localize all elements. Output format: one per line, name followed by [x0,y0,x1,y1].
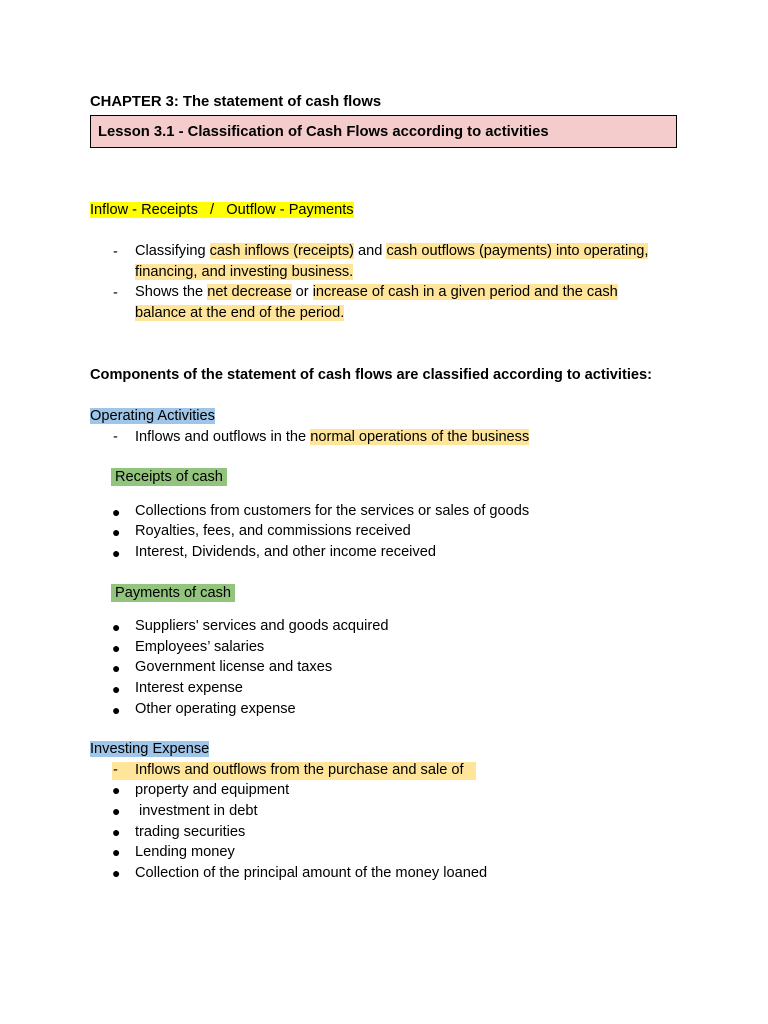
highlight-cash-outflows: cash outflows (payments) into operating, [386,243,649,259]
lesson-title: Lesson 3.1 - Classification of Cash Flows according to activities [98,124,549,140]
components-heading: Components of the statement of cash flows are classified according to activities: [90,367,652,383]
bullet-marker: ● [112,545,121,561]
text-run: Classifying [135,243,210,259]
operating-dash-item [135,429,529,445]
highlight-cash-inflows: cash inflows (receipts) [209,243,354,259]
receipt-item: Interest, Dividends, and other income received [135,544,436,560]
investing-item: trading securities [135,824,246,840]
highlight-net-decrease: net decrease [207,284,292,300]
investing-item: Collection of the principal amount of the money loaned [135,865,488,881]
bullet-marker: ● [112,524,121,540]
receipt-item: Collections from customers for the services or sales of goods [135,503,530,519]
bullet-marker: ● [112,865,121,881]
operating-heading: Operating Activities [90,408,215,424]
bullet-marker: ● [112,504,121,520]
receipt-item: Royalties, fees, and commissions received [135,523,411,539]
bullet-marker: ● [112,660,121,676]
investing-heading: Investing Expense [90,741,210,757]
inflow-outflow-text: Inflow - Receipts / Outflow - Payments [90,202,354,218]
investing-item: property and equipment [135,782,290,798]
bullet-marker: ● [112,702,121,718]
bullet-marker: ● [112,803,121,819]
receipts-label: Receipts of cash [111,468,227,486]
dash-marker: - [113,244,118,260]
bullet-marker: ● [112,681,121,697]
operating-heading-line [90,408,215,424]
investing-dash-item: Inflows and outflows from the purchase and sale of [135,762,464,778]
bullet-marker: ● [112,824,121,840]
inflow-outflow-line [90,202,354,218]
payment-item: Other operating expense [135,701,296,717]
payments-label: Payments of cash [111,584,235,602]
highlight-balance: balance at the end of the period. [135,304,345,321]
highlight-financing: financing, and investing business. [135,263,354,280]
text-run: or [291,284,313,300]
bullet-marker: ● [112,640,121,656]
intro-item-shows [135,282,618,323]
dash-marker: - [113,429,118,445]
payment-item: Employees’ salaries [135,639,265,655]
bullet-marker: ● [112,782,121,798]
dash-marker: - [113,762,118,778]
payment-item: Interest expense [135,680,243,696]
text-run: Inflows and outflows in the [135,429,311,445]
bullet-marker: ● [112,619,121,635]
investing-item: investment in debt [135,803,258,819]
investing-heading-line [90,741,209,757]
investing-item: Lending money [135,844,235,860]
text-run: and [354,243,387,259]
highlight-increase-cash: increase of cash in a given period and the cash [312,284,618,300]
intro-item-classifying [135,241,648,282]
text-run: Shows the [135,284,208,300]
chapter-title: CHAPTER 3: The statement of cash flows [90,94,382,110]
payment-item: Government license and taxes [135,659,333,675]
dash-marker: - [113,285,118,301]
highlight-normal-operations: normal operations of the business [310,429,530,445]
bullet-marker: ● [112,844,121,860]
lesson-title-box [90,115,677,148]
payment-item: Suppliers' services and goods acquired [135,618,389,634]
